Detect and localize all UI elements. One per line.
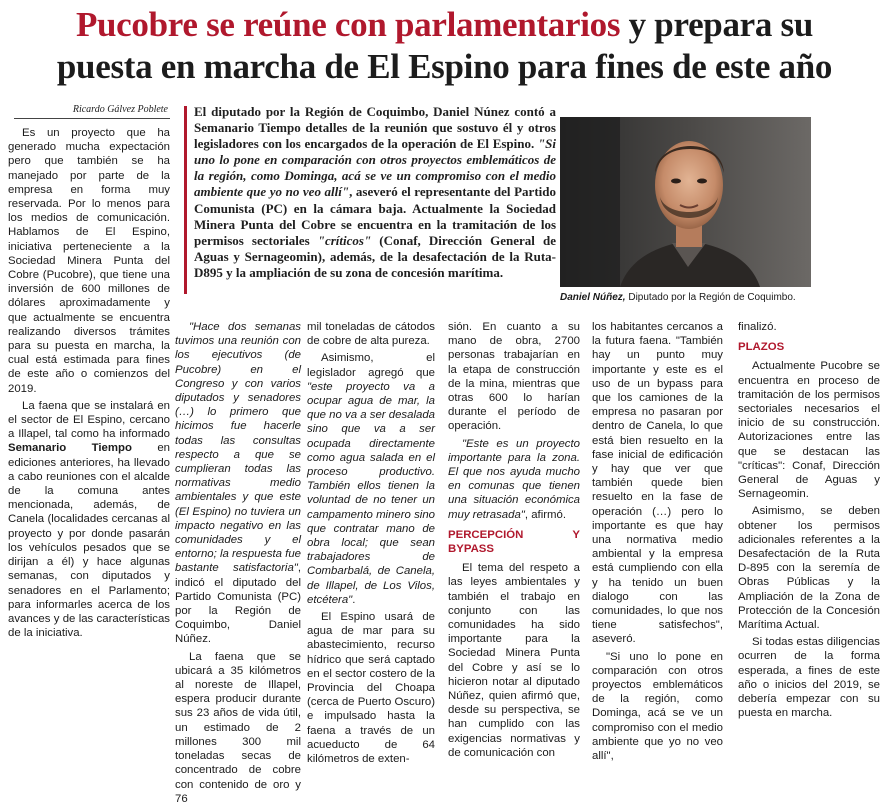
lead-quote-2: "críticos" — [317, 232, 372, 248]
caption-name: Daniel Núñez, — [560, 292, 626, 303]
byline-divider — [14, 118, 170, 119]
photo-caption — [560, 292, 880, 303]
paragraph: El tema del respeto a las leyes ambientales y también el trabajo en conjunto con las comunidades ha sido importante para la Sociedad Minera Punta del Cobre y así se lo hicieron notar al diputado Núñez, quien afirmó que, desde su perspectiva, se han cumplido con las exigencias normativas y de comunicación con — [448, 562, 580, 759]
lead-paragraph — [194, 104, 556, 281]
paragraph — [8, 399, 170, 640]
paragraph: El Espino usará de agua de mar para su abastecimiento, recurso hídrico que será captado en el sector costero de la Provincia del Choapa (cerca de Puerto Oscuro) e impulsado hasta la faena a través de un acueducto de 64 kilómetros de exten- — [307, 611, 435, 766]
paragraph — [175, 320, 301, 647]
paragraph: Si todas estas diligencias ocurren de la forma esperada, a fines de este año o inicios del 2019, se debería empezar con su puesta en marcha. — [738, 636, 880, 720]
article-column-6 — [738, 320, 880, 720]
lead-text-1: El diputado por la Región de Coquimbo, Daniel Núnez contó a Semanario Tiempo detalles de la reunión que sostuvo él y otros legisladores con los encargados de la operación de El Espino. — [194, 104, 556, 152]
headline-red-part: Pucobre se reúne con parlamentarios — [75, 5, 621, 44]
paragraph: Actualmente Pucobre se encuentra en proceso de tramitación de los permisos sectoriales necesarios el inicio de su construcción. Autorizaciones entre las que se destacan las "críticas": Conaf, Dirección General de Aguas y Sernageomin. — [738, 360, 880, 501]
paragraph: sión. En cuanto a su mano de obra, 2700 personas trabajarían en la etapa de construcción de la mina, mientras que otras 600 lo harían durante el período de operación. — [448, 321, 580, 433]
portrait-photo — [560, 117, 811, 287]
paragraph: La faena que se ubicará a 35 kilómetros al noreste de Illapel, espera producir durante sus 23 años de vida útil, un estimado de 2 millones 300 mil toneladas secas de concentrado de cobre con contenido de oro y 76 — [175, 650, 301, 805]
paragraph-text: en ediciones anteriores, ha llevado a cabo reuniones con el alcalde de la comuna antes mencionada, además, de Canela (localidades cercanas al proyecto y por donde pasarán los vehículos pesados que se dirijan a él) y hace algunas semanas, con diputados y senadores en el Parlamento; para informarles acerca de los avances y de las características de la iniciativa. — [8, 442, 170, 640]
headline-dark-part: y prepara su — [620, 5, 814, 44]
publication-name: Semanario Tiempo — [8, 442, 132, 455]
section-heading-perception: PERCEPCIÓN Y BYPASS — [448, 528, 580, 556]
paragraph-text: , indicó el diputado del Partido Comunista (PC) por la Región de Coquimbo, Daniel Núñez. — [175, 562, 301, 646]
lead-accent-bar — [184, 106, 187, 294]
paragraph-text: La faena que se instalará en el sector de El Espino, cercano a Illapel, tal como ha informado — [8, 399, 170, 441]
caption-text: Diputado por la Región de Coquimbo. — [625, 292, 796, 303]
lead-text-2: , aseveró el representante del Partido Comunista (PC) en la cámara baja. Actualmente la Sociedad Minera Punta del Cobre se encuentra en la tramitación de los permisos sectoriales — [194, 184, 556, 248]
headline — [0, 4, 889, 88]
quote: "Este es un proyecto importante para la zona. El que nos ayuda mucho en comunas que tienen una situación económica muy retrasada" — [448, 437, 580, 521]
quote: "este proyecto va a ocupar agua de mar, la que no va a ser desalada sino que va a ser ocupada directamente como agua salada en el proceso productivo. También ellos tienen la voluntad de no tener un campamento minero sino que contratar mano de obra local; que sean trabajadores de Combarbalá, de Canela, de Illapel, de Los Vilos, etcétera" — [307, 380, 435, 606]
paragraph — [307, 351, 435, 607]
section-heading-plazos: PLAZOS — [738, 341, 785, 354]
paragraph — [448, 437, 580, 522]
article-column-5 — [592, 320, 723, 763]
headline-line-1 — [0, 4, 889, 46]
article-column-4 — [448, 320, 580, 760]
quote: "Hace dos semanas tuvimos una reunión con los ejecutivos (de Pucobre) en el Congreso y con varios diputados y senadores (…) lo primero que hicimos fue hacerle todas las consultas respecto a que se cumplieran todas las normativas medio ambientales y que este (El Espino) no tuviera un impacto negativo en las comunidades y el entorno; la respuesta fue bastante satisfactoria" — [175, 321, 302, 575]
article-column-2 — [175, 320, 301, 806]
paragraph: "Si uno lo pone en comparación con otros proyectos emblemáticos de la región, como Dominga, acá se ve un compromiso con el medio ambiente que yo no veo allí", — [592, 650, 723, 763]
byline: Ricardo Gálvez Poblete — [72, 104, 168, 115]
paragraph: finalizó. — [738, 321, 777, 333]
lead-quote-1: "Si uno lo pone en comparación con otros proyectos emblemáticos de la región, como Dominga, acá se ve un compromiso con el medio ambiente que yo no veo allí" — [194, 136, 556, 200]
headline-line-2: puesta en marcha de El Espino para fines de este año — [56, 47, 833, 86]
lead-text-3: (Conaf, Dirección General de Aguas y Sernageomin), además, de la desafectación de la Ruta-D895 y la ampliación de su zona de concesión marítima. — [194, 232, 556, 280]
paragraph: Es un proyecto que ha generado mucha expectación pero que también se ha manejado por parte de la empresa en forma muy reservada. Por lo menos para los medios de comunicación. Hablamos de El Espino, iniciativa perteneciente a la Sociedad Minera Punta del Cobre (Pucobre), que tiene una inversión de 600 millones de dólares aproximadamente y que actualmente se encuentra realizando diversos trámites para su puesta en marcha, la cual está estimada para fines de este año o comienzos del 2019. — [8, 127, 170, 395]
article-column-1 — [8, 126, 170, 640]
portrait-illustration — [560, 117, 811, 287]
article-column-3 — [307, 320, 435, 766]
paragraph-text: , afirmó. — [524, 508, 567, 521]
paragraph: mil toneladas de cátodos de cobre de alta pureza. — [307, 321, 435, 348]
paragraph-text: . — [352, 593, 356, 606]
paragraph: Asimismo, se deben obtener los permisos adicionales referentes a la Desafectación de la Ruta D-895 con la seremía de Obras Públicas y la Ampliación de la Zona de Protección de la Concesión Marítima Actual. — [738, 505, 880, 632]
paragraph: los habitantes cercanos a la futura faena. "También hay un punto muy importante y este es el uso de un bypass para que los camiones de la empresa no pasaran por dentro de Canela, lo que está bien resuelto en la fase inicial de edificación y hay que ver que también quede bien resuelto en la fase de operación (…) pero lo importante es que hay una normativa medio ambiental y la empresa está cumpliendo con ella y ha tenido un buen dialogo con las comunidades, lo que nos tiene satisfechos", aseveró. — [592, 321, 723, 646]
paragraph-text: Asimismo, el legislador agregó que — [307, 352, 435, 379]
